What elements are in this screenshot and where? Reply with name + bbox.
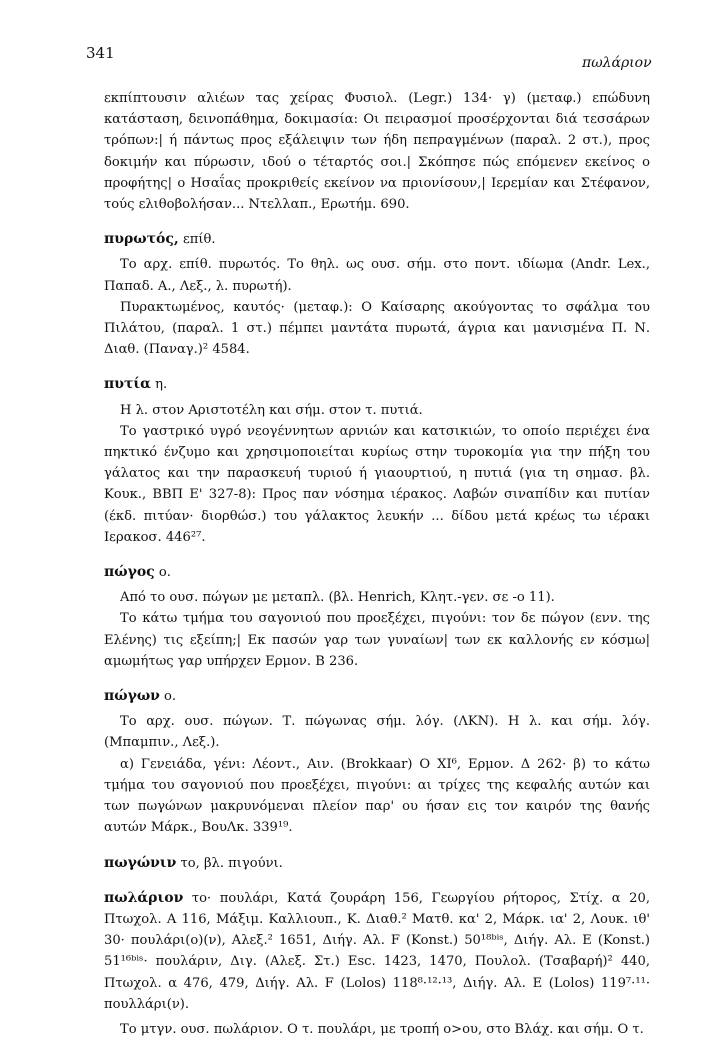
etymology-paragraph: Το αρχ. ουσ. πώγων. Τ. πώγωνας σήμ. λόγ. (ΛΚΝ). Η λ. και σήμ. λόγ. (Μπαμπιν., Λεξ.). [104, 714, 650, 751]
headword: πωλάριον [104, 889, 184, 906]
grammar-info: ο. [164, 689, 177, 705]
etymology-paragraph: Από το ουσ. πώγων με μεταπλ. (βλ. Henrich, Κλητ.-γεν. σε -ο 11). [120, 590, 555, 606]
headword: πυτία [104, 376, 151, 393]
headword: πυρωτός, [104, 231, 179, 248]
page-number: 341 [86, 44, 115, 62]
etymology-paragraph: Το αρχ. επίθ. πυρωτός. Το θηλ. ως ουσ. σήμ. στο ποντ. ιδίωμα (Andr. Lex., Παπαδ. Α., Λεξ., λ. πυρωτή). [104, 257, 650, 294]
entry-pogon [104, 686, 650, 838]
grammar-info: η. [155, 377, 168, 393]
forms-paragraph: πουλάρι, Κατά ζουράρη 156, Γεωργίου ρήτορος, Στίχ. α 20, Πτωχολ. Α 116, Μάξιμ. Καλλιουπ., Κ. Διαθ.² Ματθ. κα' 2, Μάρκ. ια' 2, Λουκ. ιθ' 30· πουλάρι(ο)(ν), Αλεξ.² 1651, Διήγ. Αλ. F (Konst.) 50¹⁸ᵇⁱˢ, Διήγ. Αλ. Ε (Konst.) 51¹⁶ᵇⁱˢ· πουλάριν, Διγ. (Αλεξ. Στ.) Esc. 1423, 1470, Πουλολ. (Τσαβαρή)² 440, Πτωχολ. α 476, 479, Διήγ. Αλ. F (Lolos) 118⁸·¹²·¹³, Διήγ. Αλ. Ε (Lolos) 119⁷·¹¹· πουλλάρι(ν). [104, 890, 650, 1012]
continued-entry-text: εκπίπτουσιν αλιέων τας χείρας Φυσιολ. (Legr.) 134· γ) (μεταφ.) επώδυνη κατάσταση, δεινοπάθημα, δοκιμασία: Οι πειρασμοί προσέρχονται διά τεσσάρων τρόπων:| ή πάντως προς εξάλειψιν των ήδη πεπραγμένων (παραλ. 2 στ.), προς δοκιμήν και πύρωσιν, ιδού ο τέταρτός σοι.| Σκόπησε πώς επόμενεν εκείνος ο προφήτης| ο Ησαΐας προκριθείς εκείνον να πριονίσουν,| Ιερεμίαν και Στέφανον, τούς ελιθοβολήσαν... Ντελλαπ., Ερωτήμ. 690. [104, 91, 650, 213]
grammar-info: επίθ. [182, 232, 216, 248]
headword: πώγων [104, 688, 160, 705]
entry-pyrotos [104, 229, 650, 360]
page-body [104, 88, 650, 1040]
entry-header [104, 686, 650, 707]
entry-pogos [104, 562, 650, 672]
etymology-paragraph: Το μτγν. ουσ. πωλάριον. Ο τ. πουλάρι, με τροπή ο>ου, στο Βλάχ. και σήμ. Ο τ. [120, 1021, 644, 1037]
entry-pogonin [104, 853, 650, 874]
entry-header [104, 229, 650, 250]
entry-header [104, 888, 650, 1015]
grammar-info: ο. [158, 565, 171, 581]
definition-paragraph: α) Γενειάδα, γένι: Λέοντ., Αιν. (Brokkaar) Ο ΧΙ⁶, Ερμον. Δ 262· β) το κάτω τμήμα του σαγονιού που προεξέχει, πιγούνι: αι τρίχες της κεφαλής αυτών και των πωγώνων μακρυνόμεναι πλείον παρ' ου ήσαν εις τον καιρόν της θανής αυτών Μάρκ., ΒουΛκ. 339¹⁹. [104, 756, 650, 836]
definition-paragraph: Το γαστρικό υγρό νεογέννητων αρνιών και κατσικιών, το οποίο περιέχει ένα πηκτικό ένζυμο και χρησιμοποιείται κυρίως στην τυροκομία για την πήξη του γάλατος και την παρασκευή τυριού ή γιαουρτιού, η πυτιά (για τη σημασ. βλ. Κουκ., ΒΒΠ Ε' 327-8): Προς παν νόσημα ιέρακος. Λαβών σιναπίδιν και πυτίαν (έκδ. πιτύαν· διορθώσ.) του γάλακτος λευκήν ... δίδου μετά κρέως τω ιέρακι Ιερακοσ. 446²⁷. [104, 423, 650, 545]
entry-header [104, 562, 650, 583]
entry-polarion [104, 888, 650, 1040]
running-head: πωλάριον [582, 55, 652, 71]
etymology-paragraph: Η λ. στον Αριστοτέλη και σήμ. στον τ. πυτιά. [120, 402, 423, 418]
grammar-info: το· [191, 890, 212, 906]
definition-paragraph: Πυρακτωμένος, καυτός· (μεταφ.): Ο Καίσαρης ακούγοντας το σφάλμα του Πιλάτου, (παραλ. 1 στ.) πέμπει μαντάτα πυρωτά, άγρια και μανισμένα Π. Ν. Διαθ. (Παναγ.)² 4584. [104, 299, 650, 358]
grammar-info: το, βλ. πιγούνι. [180, 855, 283, 871]
headword: πωγώνιν [104, 854, 177, 871]
entry-header [104, 853, 650, 874]
entry-pytia [104, 374, 650, 548]
headword: πώγος [104, 564, 155, 581]
definition-paragraph: Το κάτω τμήμα του σαγονιού που προεξέχει, πιγούνι: τον δε πώγον (ενν. της Ελένης) τις εξείπη;| Εκ πασών γαρ των γυναίων| των εκ καλλονής εν κόσμω| αμωμήτως γαρ υπήρχεν Ερμον. Β 236. [104, 611, 650, 669]
entry-header [104, 374, 650, 395]
